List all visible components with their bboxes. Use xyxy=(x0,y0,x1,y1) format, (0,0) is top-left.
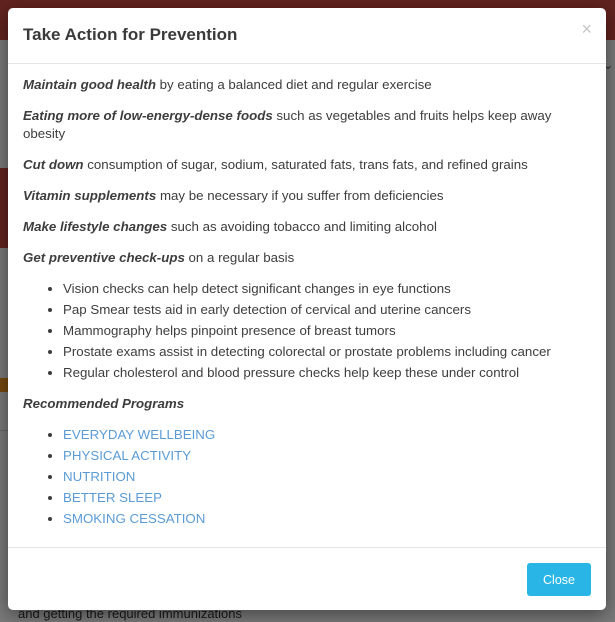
tip-item xyxy=(23,76,591,94)
tip-text: consumption of sugar, sodium, saturated fats, trans fats, and refined grains xyxy=(83,157,528,172)
checkup-list xyxy=(23,280,591,382)
program-link-smoking-cessation[interactable]: SMOKING CESSATION xyxy=(63,511,206,526)
tip-item xyxy=(23,249,591,267)
program-item xyxy=(63,426,591,444)
program-item xyxy=(63,489,591,507)
modal-header xyxy=(8,8,606,64)
program-link-better-sleep[interactable]: BETTER SLEEP xyxy=(63,490,163,505)
tip-item xyxy=(23,107,591,143)
tip-text: on a regular basis xyxy=(184,250,295,265)
prevention-modal xyxy=(8,8,606,610)
programs-title: Recommended Programs xyxy=(23,396,185,411)
tip-item xyxy=(23,156,591,174)
program-list xyxy=(23,426,591,528)
tip-emphasis: Make lifestyle changes xyxy=(23,219,168,234)
checkup-item: • Vision checks can help detect significant changes in eye functions xyxy=(63,280,591,298)
checkup-item: • Mammography helps pinpoint presence of breast tumors xyxy=(63,322,591,340)
close-button[interactable]: Close xyxy=(527,563,591,596)
tip-emphasis: Maintain good health xyxy=(23,77,156,92)
tip-text: such as vegetables and fruits helps keep away obesity xyxy=(23,108,552,141)
program-link-everyday-wellbeing[interactable]: EVERYDAY WELLBEING xyxy=(63,427,216,442)
modal-title: Take Action for Prevention xyxy=(23,25,238,44)
tip-text: such as avoiding tobacco and limiting alcohol xyxy=(167,219,437,234)
tip-emphasis: Cut down xyxy=(23,157,84,172)
program-item xyxy=(63,510,591,528)
tip-text: by eating a balanced diet and regular exercise xyxy=(155,77,432,92)
tip-text: may be necessary if you suffer from deficiencies xyxy=(156,188,444,203)
tip-emphasis: Eating more of low-energy-dense foods xyxy=(23,108,273,123)
checkup-item: • Prostate exams assist in detecting colorectal or prostate problems including cancer xyxy=(63,343,591,361)
program-link-nutrition[interactable]: NUTRITION xyxy=(63,469,136,484)
program-item xyxy=(63,447,591,465)
modal-body xyxy=(8,64,606,528)
tip-emphasis: Vitamin supplements xyxy=(23,188,157,203)
checkup-item: • Regular cholesterol and blood pressure checks help keep these under control xyxy=(63,364,591,382)
tip-emphasis: Get preventive check-ups xyxy=(23,250,185,265)
close-icon[interactable]: × xyxy=(581,19,592,39)
tip-item xyxy=(23,218,591,236)
checkup-item: • Pap Smear tests aid in early detection of cervical and uterine cancers xyxy=(63,301,591,319)
program-link-physical-activity[interactable]: PHYSICAL ACTIVITY xyxy=(63,448,192,463)
program-item xyxy=(63,468,591,486)
modal-footer xyxy=(8,547,606,610)
tip-item xyxy=(23,187,591,205)
